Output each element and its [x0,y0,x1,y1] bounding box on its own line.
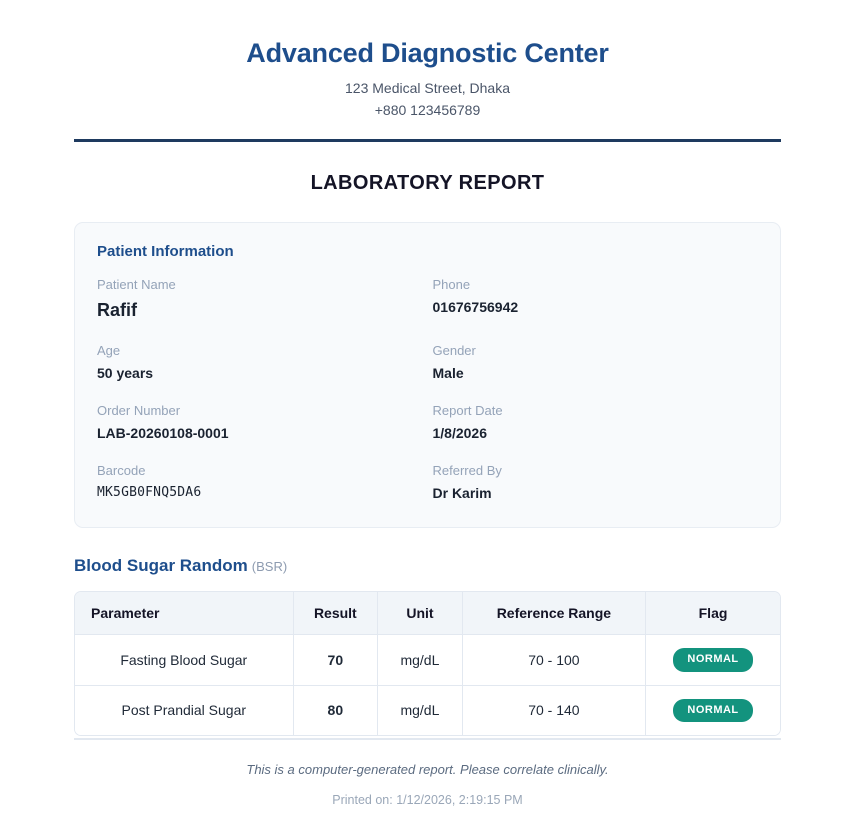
field-barcode [97,461,423,503]
cell-unit: mg/dL [378,686,463,735]
label-barcode: Barcode [97,463,146,479]
cell-reference-range: 70 - 100 [463,635,646,685]
test-code: (BSR) [251,559,288,575]
field-gender [433,341,759,383]
patient-information-card [74,222,781,528]
label-gender: Gender [432,343,476,359]
results-table [74,591,781,735]
cell-result: 80 [294,686,379,735]
cell-result: 70 [294,635,379,685]
clinic-phone: +880 123456789 [374,101,481,118]
cell-flag [646,635,780,685]
value-patient-name: Rafif [97,299,137,320]
field-age [97,341,423,383]
column-header-flag: Flag [646,592,780,635]
report-title: LABORATORY REPORT [310,172,545,195]
cell-unit: mg/dL [378,635,463,685]
value-barcode: MK5GB0FNQ5DA6 [97,484,202,500]
cell-parameter: Fasting Blood Sugar [75,635,294,685]
field-order-number [97,401,423,443]
footer-printed-on: Printed on: 1/12/2026, 2:19:15 PM [332,793,523,808]
value-order-number: LAB-20260108-0001 [97,424,229,441]
label-phone: Phone [432,277,471,293]
value-report-date: 1/8/2026 [432,424,487,441]
cell-reference-range: 70 - 140 [463,686,646,735]
label-order-number: Order Number [97,403,181,419]
label-referred-by: Referred By [432,463,502,479]
clinic-name: Advanced Diagnostic Center [246,38,609,68]
clinic-address: 123 Medical Street, Dhaka [345,80,510,97]
patient-information-title: Patient Information [97,243,234,261]
status-badge: NORMAL [673,699,752,722]
cell-parameter: Post Prandial Sugar [75,686,294,735]
table-row [75,686,780,735]
column-header-parameter: Parameter [75,592,294,635]
table-row [75,635,780,685]
value-referred-by: Dr Karim [432,484,492,501]
field-phone [433,275,759,323]
cell-flag [646,686,780,735]
footer-divider [74,738,781,740]
value-gender: Male [432,364,464,381]
field-report-date [433,401,759,443]
column-header-result: Result [294,592,379,635]
field-referred-by [433,461,759,503]
field-patient-name [97,275,423,323]
patient-information-grid [97,275,758,503]
column-header-unit: Unit [378,592,463,635]
label-report-date: Report Date [432,403,503,419]
test-name-heading [74,556,781,576]
table-header-row [75,592,780,635]
footer-disclaimer: This is a computer-generated report. Please correlate clinically. [246,761,609,777]
column-header-reference-range: Reference Range [463,592,646,635]
test-section [74,556,781,735]
report-footer [74,738,781,810]
label-age: Age [97,343,121,359]
status-badge: NORMAL [673,648,752,671]
clinic-header [74,0,781,142]
value-age: 50 years [97,364,154,381]
test-name: Blood Sugar Random [74,556,248,576]
value-phone: 01676756942 [432,298,519,315]
label-patient-name: Patient Name [97,277,176,293]
